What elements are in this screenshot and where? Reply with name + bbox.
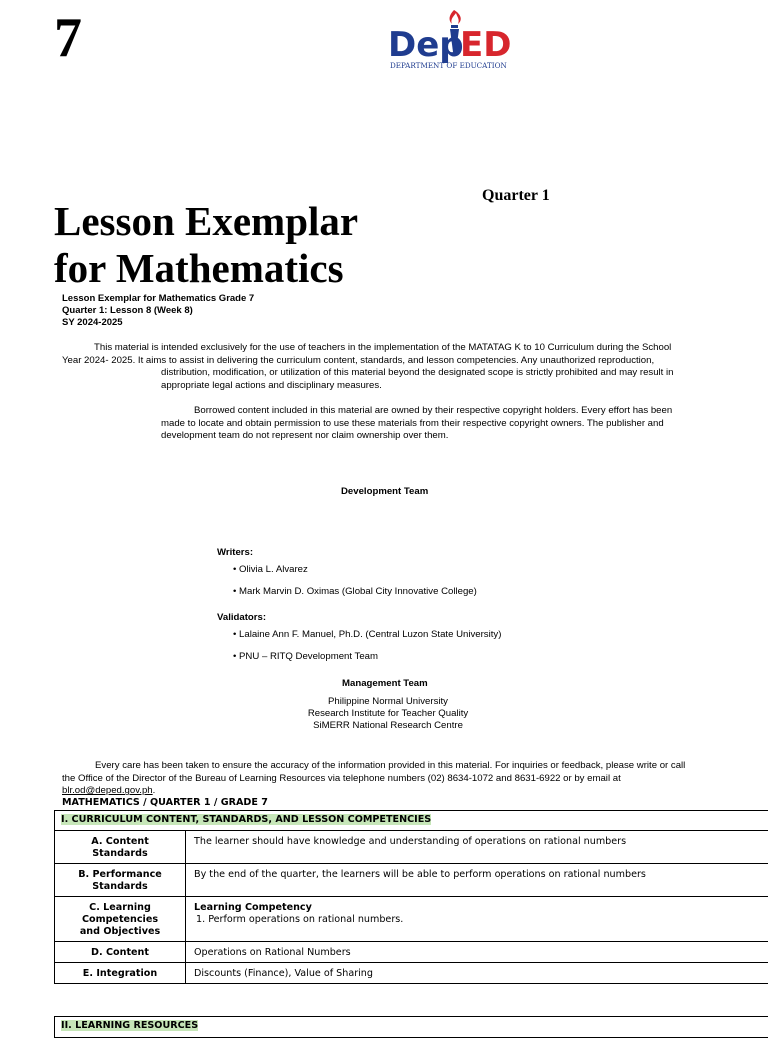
learning-resources-table — [54, 1016, 768, 1038]
row-label: C. Learning Competencies and Objectives — [55, 897, 186, 942]
development-team-heading: Development Team — [341, 486, 428, 497]
validator-item: • Lalaine Ann F. Manuel, Ph.D. (Central Luzon State University) — [233, 629, 501, 640]
copyright-line-3: development team do not represent nor claim ownership over them. — [161, 430, 721, 443]
row-label: D. Content — [55, 942, 186, 963]
org-item: SiMERR National Research Centre — [250, 720, 526, 732]
section-2-header — [55, 1017, 768, 1038]
feedback-notice — [62, 760, 730, 798]
table-row — [55, 831, 768, 864]
row-value-title: Learning Competency — [194, 902, 761, 914]
validators-label: Validators: — [217, 612, 266, 623]
feedback-email-link[interactable]: blr.od@deped.gov.ph — [62, 785, 153, 796]
management-orgs — [250, 696, 526, 732]
table-row — [55, 897, 768, 942]
row-value: Operations on Rational Numbers — [186, 942, 768, 963]
row-value: By the end of the quarter, the learners will be able to perform operations on rational numbers — [186, 864, 768, 897]
table-row — [55, 864, 768, 897]
usage-notice — [62, 342, 730, 392]
logo-ed-text: ED — [460, 25, 511, 65]
deped-logo — [386, 4, 518, 72]
notice-line-1: This material is intended exclusively for the use of teachers in the implementation of the MATATAG K to 10 Curriculum during the School — [62, 342, 730, 355]
logo-dep-text: Dep — [388, 25, 464, 65]
title-line-1: Lesson Exemplar — [54, 198, 358, 245]
table-row — [55, 963, 768, 984]
feedback-line-1: Every care has been taken to ensure the accuracy of the information provided in this material. For inquiries or feedback, please write or call — [62, 760, 730, 773]
copyright-notice — [161, 405, 721, 443]
logo-caption: DEPARTMENT OF EDUCATION — [390, 61, 507, 70]
title-line-2: for Mathematics — [54, 245, 358, 292]
subinfo-line-1: Lesson Exemplar for Mathematics Grade 7 — [62, 293, 254, 305]
feedback-line-2: the Office of the Director of the Bureau of Learning Resources via telephone numbers (02) 8634-1072 and 8631-6922 or by email at — [62, 773, 730, 786]
copyright-line-1: Borrowed content included in this material are owned by their respective copyright holders. Every effort has been — [161, 405, 721, 418]
writer-item: • Mark Marvin D. Oximas (Global City Innovative College) — [233, 586, 477, 597]
row-label: A. Content Standards — [55, 831, 186, 864]
row-value: Discounts (Finance), Value of Sharing — [186, 963, 768, 984]
grade-number: 7 — [54, 10, 82, 66]
table-row — [55, 942, 768, 963]
row-value — [186, 897, 768, 942]
section-1-title: I. CURRICULUM CONTENT, STANDARDS, AND LESSON COMPETENCIES — [61, 814, 431, 825]
writer-item: • Olivia L. Alvarez — [233, 564, 308, 575]
quarter-label: Quarter 1 — [482, 187, 550, 205]
row-label: E. Integration — [55, 963, 186, 984]
lesson-doc-header: MATHEMATICS / QUARTER 1 / GRADE 7 — [62, 797, 268, 808]
notice-line-2: Year 2024- 2025. It aims to assist in delivering the curriculum content, standards, and lesson competencies. Any unauthorized reproduction, — [62, 355, 730, 368]
section-2-title: II. LEARNING RESOURCES — [61, 1020, 198, 1031]
notice-line-3: distribution, modification, or utilization of this material beyond the designated scope is strictly prohibited and may result in — [62, 367, 730, 380]
lesson-subinfo — [62, 293, 254, 329]
document-title — [54, 198, 358, 292]
management-team-heading: Management Team — [342, 678, 428, 689]
subinfo-line-3: SY 2024-2025 — [62, 317, 254, 329]
section-1-header — [55, 811, 768, 831]
curriculum-table — [54, 810, 768, 984]
email-suffix: . — [153, 785, 156, 796]
row-label: B. Performance Standards — [55, 864, 186, 897]
writers-label: Writers: — [217, 547, 253, 558]
org-item: Philippine Normal University — [250, 696, 526, 708]
row-value-text: 1. Perform operations on rational numbers. — [194, 914, 761, 926]
row-value: The learner should have knowledge and understanding of operations on rational numbers — [186, 831, 768, 864]
copyright-line-2: made to locate and obtain permission to use these materials from their respective copyright owners. The publisher and — [161, 418, 721, 431]
org-item: Research Institute for Teacher Quality — [250, 708, 526, 720]
subinfo-line-2: Quarter 1: Lesson 8 (Week 8) — [62, 305, 254, 317]
notice-line-4: appropriate legal actions and disciplinary measures. — [62, 380, 730, 393]
validator-item: • PNU – RITQ Development Team — [233, 651, 378, 662]
